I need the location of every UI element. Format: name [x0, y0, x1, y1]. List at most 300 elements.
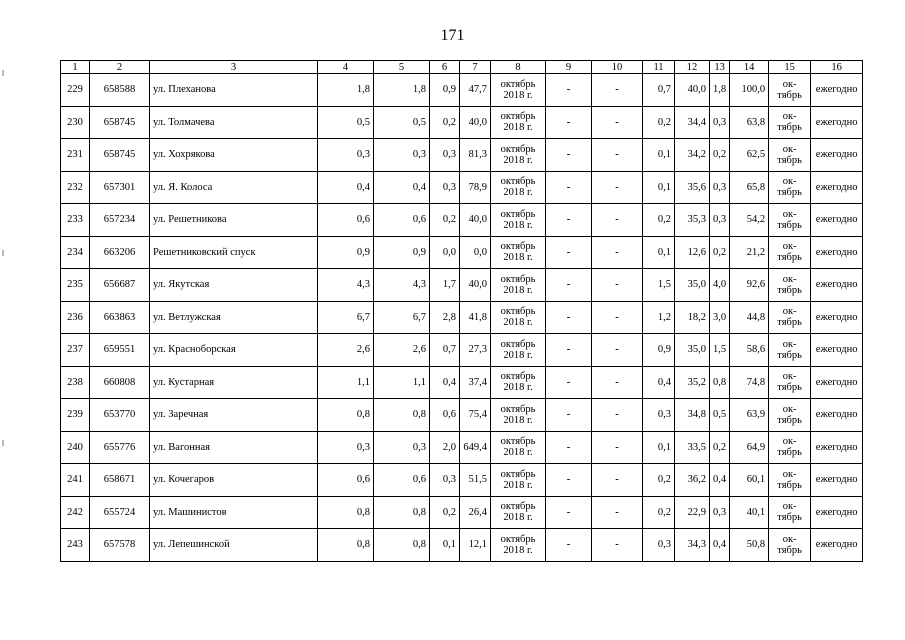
col4-value: 2,6 — [318, 334, 374, 367]
col5-value: 0,3 — [374, 139, 430, 172]
col13-value: 0,3 — [710, 171, 730, 204]
col11-value: 0,3 — [643, 529, 675, 562]
col9-value: - — [546, 74, 592, 107]
col10-value: - — [592, 74, 643, 107]
month-short-cell-line-2: тябрь — [777, 219, 802, 231]
code-cell: 655724 — [90, 496, 150, 529]
col12-value: 33,5 — [675, 431, 710, 464]
col7-value: 78,9 — [460, 171, 491, 204]
month-short-cell-line-2: тябрь — [777, 544, 802, 556]
month-short-cell — [769, 269, 811, 302]
row-number: 231 — [61, 139, 90, 172]
month-short-cell — [769, 399, 811, 432]
month-cell — [491, 366, 546, 399]
month-short-cell-line-2: тябрь — [777, 512, 802, 524]
col10-value: - — [592, 269, 643, 302]
month-cell-line-1: октябрь — [500, 143, 536, 155]
code-cell: 656687 — [90, 269, 150, 302]
month-short-cell-line-2: тябрь — [777, 414, 802, 426]
col7-value: 40,0 — [460, 204, 491, 237]
code-cell: 658588 — [90, 74, 150, 107]
month-cell-line-1: октябрь — [500, 306, 536, 318]
column-header-16: 16 — [811, 61, 863, 74]
col9-value: - — [546, 139, 592, 172]
month-short-cell-line-1: ок- — [782, 143, 797, 155]
month-short-cell — [769, 496, 811, 529]
month-cell-line-2: 2018 г. — [503, 544, 533, 556]
scan-edge-mark — [2, 70, 4, 76]
scan-edge-mark — [2, 440, 4, 446]
month-short-cell — [769, 301, 811, 334]
month-short-cell-line-2: тябрь — [777, 284, 802, 296]
frequency-cell: ежегодно — [811, 464, 863, 497]
col14-value: 74,8 — [730, 366, 769, 399]
column-header-1: 1 — [61, 61, 90, 74]
col12-value: 35,2 — [675, 366, 710, 399]
code-cell: 658671 — [90, 464, 150, 497]
col6-value: 0,7 — [430, 334, 460, 367]
col12-value: 40,0 — [675, 74, 710, 107]
col11-value: 0,3 — [643, 399, 675, 432]
street-name-cell: ул. Толмачева — [150, 106, 318, 139]
street-name-cell: Решетниковский спуск — [150, 236, 318, 269]
col13-value: 0,3 — [710, 204, 730, 237]
column-header-4: 4 — [318, 61, 374, 74]
col10-value: - — [592, 464, 643, 497]
col11-value: 0,1 — [643, 431, 675, 464]
col14-value: 21,2 — [730, 236, 769, 269]
col4-value: 0,8 — [318, 399, 374, 432]
col14-value: 65,8 — [730, 171, 769, 204]
frequency-cell: ежегодно — [811, 269, 863, 302]
row-number: 235 — [61, 269, 90, 302]
table-row — [61, 204, 863, 237]
col6-value: 0,4 — [430, 366, 460, 399]
month-short-cell — [769, 171, 811, 204]
month-short-cell-line-1: ок- — [782, 338, 797, 350]
column-header-8: 8 — [491, 61, 546, 74]
col5-value: 0,8 — [374, 399, 430, 432]
col14-value: 50,8 — [730, 529, 769, 562]
col13-value: 0,3 — [710, 496, 730, 529]
row-number: 241 — [61, 464, 90, 497]
col7-value: 26,4 — [460, 496, 491, 529]
month-cell — [491, 74, 546, 107]
col14-value: 62,5 — [730, 139, 769, 172]
col6-value: 0,3 — [430, 139, 460, 172]
street-name-cell: ул. Кустарная — [150, 366, 318, 399]
table-row — [61, 106, 863, 139]
month-cell-line-2: 2018 г. — [503, 154, 533, 166]
month-cell — [491, 171, 546, 204]
month-cell-line-1: октябрь — [500, 111, 536, 123]
col4-value: 4,3 — [318, 269, 374, 302]
month-short-cell-line-2: тябрь — [777, 349, 802, 361]
col9-value: - — [546, 171, 592, 204]
col10-value: - — [592, 366, 643, 399]
month-cell — [491, 301, 546, 334]
month-short-cell — [769, 334, 811, 367]
month-cell-line-1: октябрь — [500, 241, 536, 253]
col13-value: 0,4 — [710, 464, 730, 497]
month-cell-line-1: октябрь — [500, 208, 536, 220]
frequency-cell: ежегодно — [811, 334, 863, 367]
month-cell-line-1: октябрь — [500, 338, 536, 350]
column-header-15: 15 — [769, 61, 811, 74]
month-cell — [491, 236, 546, 269]
street-name-cell: ул. Решетникова — [150, 204, 318, 237]
col11-value: 0,1 — [643, 171, 675, 204]
table-row — [61, 431, 863, 464]
col6-value: 0,2 — [430, 106, 460, 139]
month-short-cell — [769, 74, 811, 107]
street-name-cell: ул. Якутская — [150, 269, 318, 302]
row-number: 229 — [61, 74, 90, 107]
col7-value: 27,3 — [460, 334, 491, 367]
col13-value: 0,2 — [710, 139, 730, 172]
col9-value: - — [546, 236, 592, 269]
code-cell: 657234 — [90, 204, 150, 237]
frequency-cell: ежегодно — [811, 74, 863, 107]
month-cell-line-2: 2018 г. — [503, 479, 533, 491]
month-cell-line-1: октябрь — [500, 371, 536, 383]
month-cell — [491, 334, 546, 367]
col12-value: 34,3 — [675, 529, 710, 562]
street-name-cell: ул. Кочегаров — [150, 464, 318, 497]
row-number: 238 — [61, 366, 90, 399]
table-row — [61, 301, 863, 334]
code-cell: 663863 — [90, 301, 150, 334]
col6-value: 0,0 — [430, 236, 460, 269]
month-short-cell-line-1: ок- — [782, 176, 797, 188]
col11-value: 0,1 — [643, 139, 675, 172]
col5-value: 4,3 — [374, 269, 430, 302]
col6-value: 0,6 — [430, 399, 460, 432]
col10-value: - — [592, 171, 643, 204]
col10-value: - — [592, 301, 643, 334]
col9-value: - — [546, 464, 592, 497]
frequency-cell: ежегодно — [811, 366, 863, 399]
month-cell — [491, 529, 546, 562]
col13-value: 1,8 — [710, 74, 730, 107]
col7-value: 40,0 — [460, 269, 491, 302]
col4-value: 1,1 — [318, 366, 374, 399]
code-cell: 657301 — [90, 171, 150, 204]
col11-value: 1,5 — [643, 269, 675, 302]
month-cell-line-2: 2018 г. — [503, 284, 533, 296]
month-cell — [491, 106, 546, 139]
col7-value: 40,0 — [460, 106, 491, 139]
col13-value: 1,5 — [710, 334, 730, 367]
row-number: 233 — [61, 204, 90, 237]
col14-value: 60,1 — [730, 464, 769, 497]
col9-value: - — [546, 366, 592, 399]
col5-value: 0,8 — [374, 529, 430, 562]
column-header-6: 6 — [430, 61, 460, 74]
column-header-12: 12 — [675, 61, 710, 74]
col10-value: - — [592, 106, 643, 139]
month-short-cell-line-2: тябрь — [777, 317, 802, 329]
month-short-cell-line-1: ок- — [782, 501, 797, 513]
col14-value: 63,8 — [730, 106, 769, 139]
col11-value: 0,2 — [643, 106, 675, 139]
col4-value: 0,6 — [318, 204, 374, 237]
month-cell — [491, 269, 546, 302]
month-short-cell-line-1: ок- — [782, 306, 797, 318]
col12-value: 35,0 — [675, 269, 710, 302]
col4-value: 0,6 — [318, 464, 374, 497]
month-cell-line-1: октябрь — [500, 501, 536, 513]
frequency-cell: ежегодно — [811, 301, 863, 334]
col10-value: - — [592, 236, 643, 269]
month-short-cell — [769, 431, 811, 464]
col6-value: 0,9 — [430, 74, 460, 107]
col10-value: - — [592, 399, 643, 432]
col11-value: 0,9 — [643, 334, 675, 367]
col7-value: 47,7 — [460, 74, 491, 107]
month-cell-line-2: 2018 г. — [503, 252, 533, 264]
table-row — [61, 529, 863, 562]
month-cell-line-1: октябрь — [500, 403, 536, 415]
col11-value: 0,1 — [643, 236, 675, 269]
col12-value: 18,2 — [675, 301, 710, 334]
month-cell-line-2: 2018 г. — [503, 512, 533, 524]
row-number: 239 — [61, 399, 90, 432]
col4-value: 0,8 — [318, 529, 374, 562]
col12-value: 35,0 — [675, 334, 710, 367]
month-cell-line-1: октябрь — [500, 176, 536, 188]
col4-value: 6,7 — [318, 301, 374, 334]
col11-value: 1,2 — [643, 301, 675, 334]
frequency-cell: ежегодно — [811, 529, 863, 562]
col10-value: - — [592, 334, 643, 367]
month-cell-line-2: 2018 г. — [503, 414, 533, 426]
row-number: 240 — [61, 431, 90, 464]
col9-value: - — [546, 496, 592, 529]
col11-value: 0,7 — [643, 74, 675, 107]
table-row — [61, 399, 863, 432]
col7-value: 649,4 — [460, 431, 491, 464]
col7-value: 51,5 — [460, 464, 491, 497]
frequency-cell: ежегодно — [811, 139, 863, 172]
month-cell — [491, 139, 546, 172]
col5-value: 0,3 — [374, 431, 430, 464]
col4-value: 1,8 — [318, 74, 374, 107]
col12-value: 12,6 — [675, 236, 710, 269]
month-short-cell-line-2: тябрь — [777, 479, 802, 491]
street-name-cell: ул. Заречная — [150, 399, 318, 432]
col6-value: 0,3 — [430, 171, 460, 204]
table-row — [61, 236, 863, 269]
scan-edge-mark — [2, 250, 4, 256]
col6-value: 0,2 — [430, 496, 460, 529]
col5-value: 0,6 — [374, 464, 430, 497]
month-cell-line-2: 2018 г. — [503, 122, 533, 134]
street-name-cell: ул. Плеханова — [150, 74, 318, 107]
month-cell — [491, 464, 546, 497]
code-cell: 660808 — [90, 366, 150, 399]
col6-value: 2,8 — [430, 301, 460, 334]
month-short-cell-line-1: ок- — [782, 208, 797, 220]
street-name-cell: ул. Машинистов — [150, 496, 318, 529]
column-header-3: 3 — [150, 61, 318, 74]
col9-value: - — [546, 301, 592, 334]
col9-value: - — [546, 204, 592, 237]
col13-value: 0,8 — [710, 366, 730, 399]
street-name-cell: ул. Вагонная — [150, 431, 318, 464]
month-cell-line-2: 2018 г. — [503, 187, 533, 199]
col7-value: 41,8 — [460, 301, 491, 334]
col4-value: 0,4 — [318, 171, 374, 204]
month-cell-line-1: октябрь — [500, 533, 536, 545]
code-cell: 663206 — [90, 236, 150, 269]
col6-value: 1,7 — [430, 269, 460, 302]
col13-value: 0,3 — [710, 106, 730, 139]
col4-value: 0,3 — [318, 139, 374, 172]
col5-value: 0,6 — [374, 204, 430, 237]
col4-value: 0,8 — [318, 496, 374, 529]
col5-value: 0,9 — [374, 236, 430, 269]
month-short-cell-line-2: тябрь — [777, 252, 802, 264]
col4-value: 0,3 — [318, 431, 374, 464]
month-cell — [491, 204, 546, 237]
month-short-cell-line-1: ок- — [782, 371, 797, 383]
street-name-cell: ул. Ветлужская — [150, 301, 318, 334]
month-short-cell — [769, 464, 811, 497]
col7-value: 75,4 — [460, 399, 491, 432]
col14-value: 54,2 — [730, 204, 769, 237]
col9-value: - — [546, 269, 592, 302]
month-short-cell-line-1: ок- — [782, 78, 797, 90]
column-header-14: 14 — [730, 61, 769, 74]
column-header-2: 2 — [90, 61, 150, 74]
col12-value: 35,3 — [675, 204, 710, 237]
page-number: 171 — [440, 27, 465, 44]
col10-value: - — [592, 139, 643, 172]
col13-value: 4,0 — [710, 269, 730, 302]
frequency-cell: ежегодно — [811, 236, 863, 269]
col5-value: 0,5 — [374, 106, 430, 139]
col11-value: 0,2 — [643, 204, 675, 237]
table-row — [61, 139, 863, 172]
col10-value: - — [592, 529, 643, 562]
col14-value: 40,1 — [730, 496, 769, 529]
col13-value: 3,0 — [710, 301, 730, 334]
col5-value: 1,8 — [374, 74, 430, 107]
month-short-cell-line-2: тябрь — [777, 447, 802, 459]
row-number: 230 — [61, 106, 90, 139]
col14-value: 64,9 — [730, 431, 769, 464]
month-short-cell — [769, 529, 811, 562]
frequency-cell: ежегодно — [811, 204, 863, 237]
month-cell-line-1: октябрь — [500, 468, 536, 480]
code-cell: 658745 — [90, 139, 150, 172]
column-header-13: 13 — [710, 61, 730, 74]
table-row — [61, 269, 863, 302]
row-number: 236 — [61, 301, 90, 334]
month-cell-line-2: 2018 г. — [503, 317, 533, 329]
frequency-cell: ежегодно — [811, 431, 863, 464]
col14-value: 92,6 — [730, 269, 769, 302]
month-short-cell-line-2: тябрь — [777, 122, 802, 134]
col11-value: 0,2 — [643, 464, 675, 497]
month-short-cell-line-2: тябрь — [777, 382, 802, 394]
col4-value: 0,9 — [318, 236, 374, 269]
month-short-cell — [769, 236, 811, 269]
col12-value: 34,8 — [675, 399, 710, 432]
column-header-7: 7 — [460, 61, 491, 74]
month-cell-line-2: 2018 г. — [503, 89, 533, 101]
column-number-header-row — [61, 61, 863, 74]
col10-value: - — [592, 496, 643, 529]
month-cell-line-2: 2018 г. — [503, 349, 533, 361]
col12-value: 22,9 — [675, 496, 710, 529]
month-short-cell — [769, 204, 811, 237]
col13-value: 0,4 — [710, 529, 730, 562]
street-name-cell: ул. Красноборская — [150, 334, 318, 367]
month-cell — [491, 496, 546, 529]
month-cell-line-2: 2018 г. — [503, 219, 533, 231]
col7-value: 37,4 — [460, 366, 491, 399]
month-short-cell-line-1: ок- — [782, 533, 797, 545]
frequency-cell: ежегодно — [811, 399, 863, 432]
frequency-cell: ежегодно — [811, 171, 863, 204]
month-short-cell — [769, 139, 811, 172]
table-row — [61, 464, 863, 497]
col9-value: - — [546, 529, 592, 562]
table-row — [61, 334, 863, 367]
col5-value: 6,7 — [374, 301, 430, 334]
month-cell-line-2: 2018 г. — [503, 382, 533, 394]
col13-value: 0,2 — [710, 431, 730, 464]
month-cell-line-2: 2018 г. — [503, 447, 533, 459]
month-short-cell-line-2: тябрь — [777, 187, 802, 199]
month-short-cell-line-1: ок- — [782, 403, 797, 415]
col9-value: - — [546, 431, 592, 464]
col14-value: 58,6 — [730, 334, 769, 367]
month-short-cell — [769, 366, 811, 399]
column-header-5: 5 — [374, 61, 430, 74]
month-short-cell-line-1: ок- — [782, 436, 797, 448]
code-cell: 655776 — [90, 431, 150, 464]
code-cell: 659551 — [90, 334, 150, 367]
col9-value: - — [546, 106, 592, 139]
col5-value: 2,6 — [374, 334, 430, 367]
table-row — [61, 171, 863, 204]
col5-value: 0,8 — [374, 496, 430, 529]
code-cell: 657578 — [90, 529, 150, 562]
col14-value: 44,8 — [730, 301, 769, 334]
col7-value: 0,0 — [460, 236, 491, 269]
table-row — [61, 496, 863, 529]
month-short-cell-line-2: тябрь — [777, 89, 802, 101]
col10-value: - — [592, 204, 643, 237]
frequency-cell: ежегодно — [811, 496, 863, 529]
data-table — [60, 60, 863, 562]
row-number: 242 — [61, 496, 90, 529]
code-cell: 658745 — [90, 106, 150, 139]
month-cell-line-1: октябрь — [500, 436, 536, 448]
month-cell-line-1: октябрь — [500, 273, 536, 285]
code-cell: 653770 — [90, 399, 150, 432]
col9-value: - — [546, 334, 592, 367]
month-short-cell-line-2: тябрь — [777, 154, 802, 166]
col12-value: 36,2 — [675, 464, 710, 497]
col6-value: 0,1 — [430, 529, 460, 562]
col9-value: - — [546, 399, 592, 432]
col12-value: 35,6 — [675, 171, 710, 204]
street-name-cell: ул. Хохрякова — [150, 139, 318, 172]
